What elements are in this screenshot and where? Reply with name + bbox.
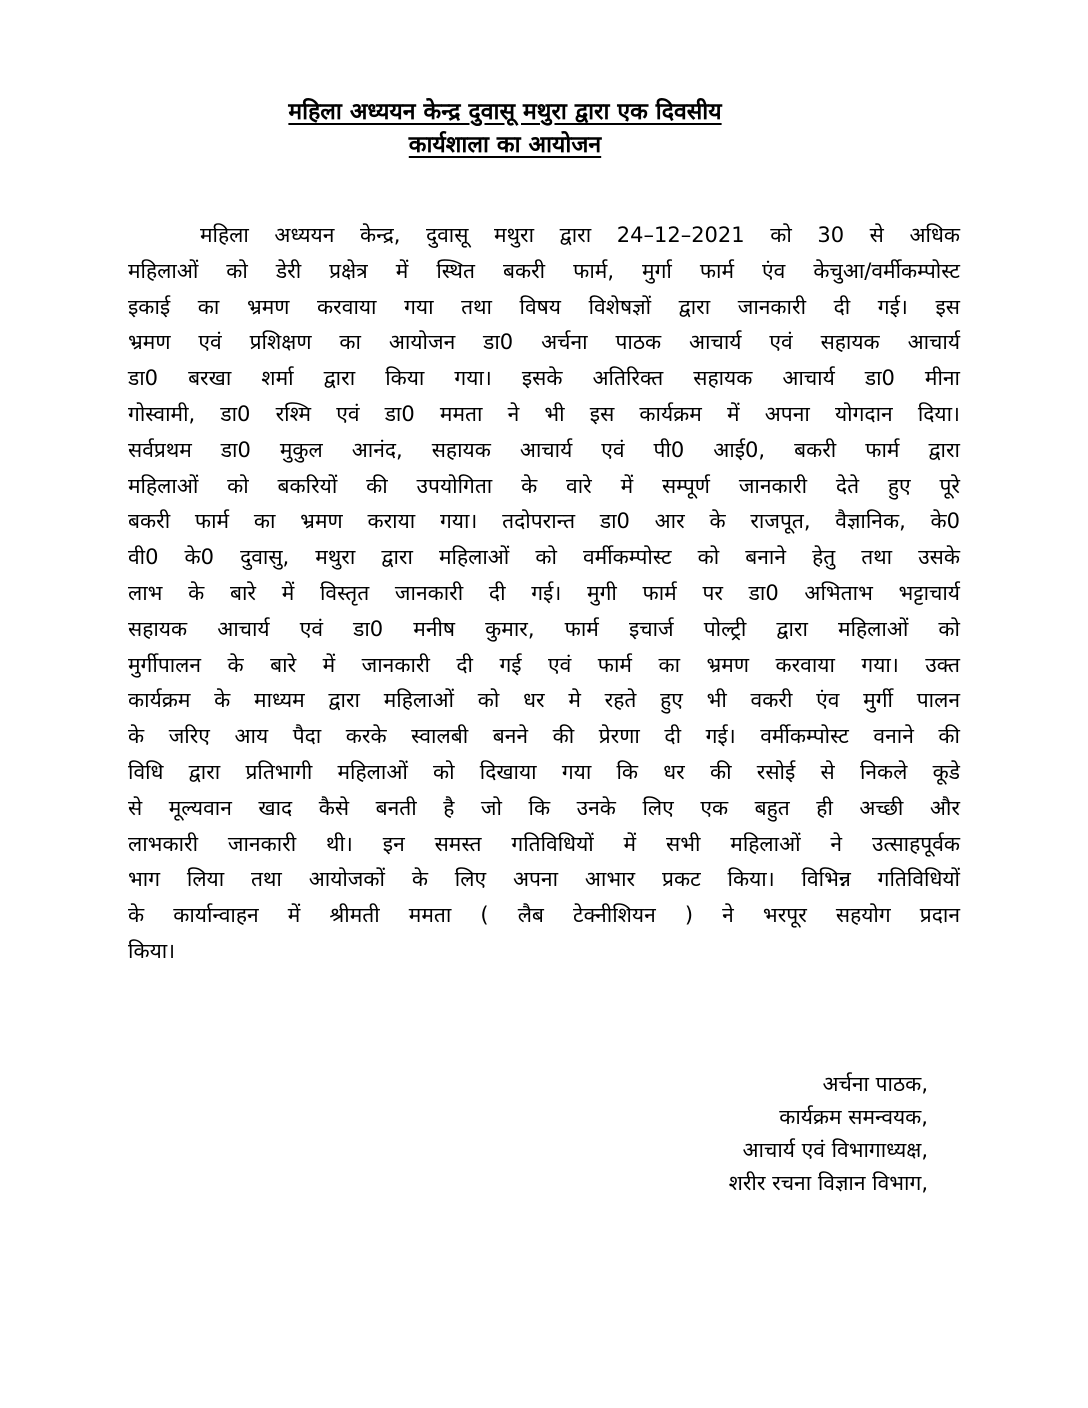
- body-line: डा0 बरखा शर्मा द्वारा किया गया। इसके अतिरिक्त सहायक आचार्य डा0 मीना: [128, 366, 960, 391]
- body-line: विधि द्वारा प्रतिभागी महिलाओं को दिखाया गया कि धर की रसोई से निकले कूडे: [128, 759, 960, 784]
- body-line: के कार्यान्वाहन में श्रीमती ममता ( लैब टेक्नीशियन ) ने भरपूर सहयोग प्रदान: [128, 903, 960, 928]
- signatory-role: कार्यक्रम समन्वयक,: [779, 1105, 928, 1129]
- body-line: से मूल्यवान खाद कैसे बनती है जो कि उनके लिए एक बहुत ही अच्छी और: [128, 795, 960, 820]
- signatory-name: अर्चना पाठक,: [822, 1072, 928, 1096]
- body-line: महिलाओं को डेरी प्रक्षेत्र में स्थित बकरी फार्म, मुर्गा फार्म एंव केचुआ/वर्मीकम्पोस्ट: [128, 258, 960, 283]
- body-line: सहायक आचार्य एवं डा0 मनीष कुमार, फार्म इचार्ज पोल्ट्री द्वारा महिलाओं को: [128, 616, 960, 641]
- title-line-1: महिला अध्ययन केन्द्र दुवासू मथुरा द्वारा एक दिवसीय: [288, 99, 722, 125]
- body-line: गोस्वामी, डा0 रश्मि एवं डा0 ममता ने भी इस कार्यक्रम में अपना योगदान दिया।: [128, 401, 960, 426]
- body-line: मुर्गीपालन के बारे में जानकारी दी गई एवं फार्म का भ्रमण करवाया गया। उक्त: [128, 652, 960, 677]
- body-line: महिलाओं को बकरियों की उपयोगिता के वारे में सम्पूर्ण जानकारी देते हुए पूरे: [128, 473, 960, 498]
- body-line: वी0 के0 दुवासु, मथुरा द्वारा महिलाओं को वर्मीकम्पोस्ट को बनाने हेतु तथा उसके: [128, 545, 960, 570]
- body-line: इकाई का भ्रमण करवाया गया तथा विषय विशेषज्ञों द्वारा जानकारी दी गई। इस: [128, 294, 960, 319]
- body-line: बकरी फार्म का भ्रमण कराया गया। तदोपरान्त डा0 आर के राजपूत, वैज्ञानिक, के0: [128, 509, 960, 534]
- signature-block: [729, 1068, 928, 1200]
- title-line-2: कार्यशाला का आयोजन: [408, 132, 602, 158]
- body-line: किया।: [128, 938, 176, 963]
- body-paragraph: [128, 218, 960, 970]
- body-line: भाग लिया तथा आयोजकों के लिए अपना आभार प्रकट किया। विभिन्न गतिविधियों: [128, 867, 960, 892]
- body-line: लाभकारी जानकारी थी। इन समस्त गतिविधियों में सभी महिलाओं ने उत्साहपूर्वक: [128, 831, 960, 856]
- document-title: [120, 96, 890, 162]
- body-line: कार्यक्रम के माध्यम द्वारा महिलाओं को धर मे रहते हुए भी वकरी एंव मुर्गी पालन: [128, 688, 960, 713]
- signatory-department: शरीर रचना विज्ञान विभाग,: [728, 1171, 928, 1195]
- body-line: लाभ के बारे में विस्तृत जानकारी दी गई। मुगी फार्म पर डा0 अभिताभ भट्टाचार्य: [128, 580, 960, 605]
- body-line: भ्रमण एवं प्रशिक्षण का आयोजन डा0 अर्चना पाठक आचार्य एवं सहायक आचार्य: [128, 330, 960, 355]
- body-line: महिला अध्ययन केन्द्र, दुवासू मथुरा द्वारा 24–12–2021 को 30 से अधिक: [200, 223, 960, 247]
- body-line: सर्वप्रथम डा0 मुकुल आनंद, सहायक आचार्य एवं पी0 आई0, बकरी फार्म द्वारा: [128, 437, 960, 462]
- signatory-designation: आचार्य एवं विभागाध्यक्ष,: [742, 1138, 928, 1162]
- body-line: के जरिए आय पैदा करके स्वालबी बनने की प्रेरणा दी गई। वर्मीकम्पोस्ट वनाने की: [128, 724, 960, 749]
